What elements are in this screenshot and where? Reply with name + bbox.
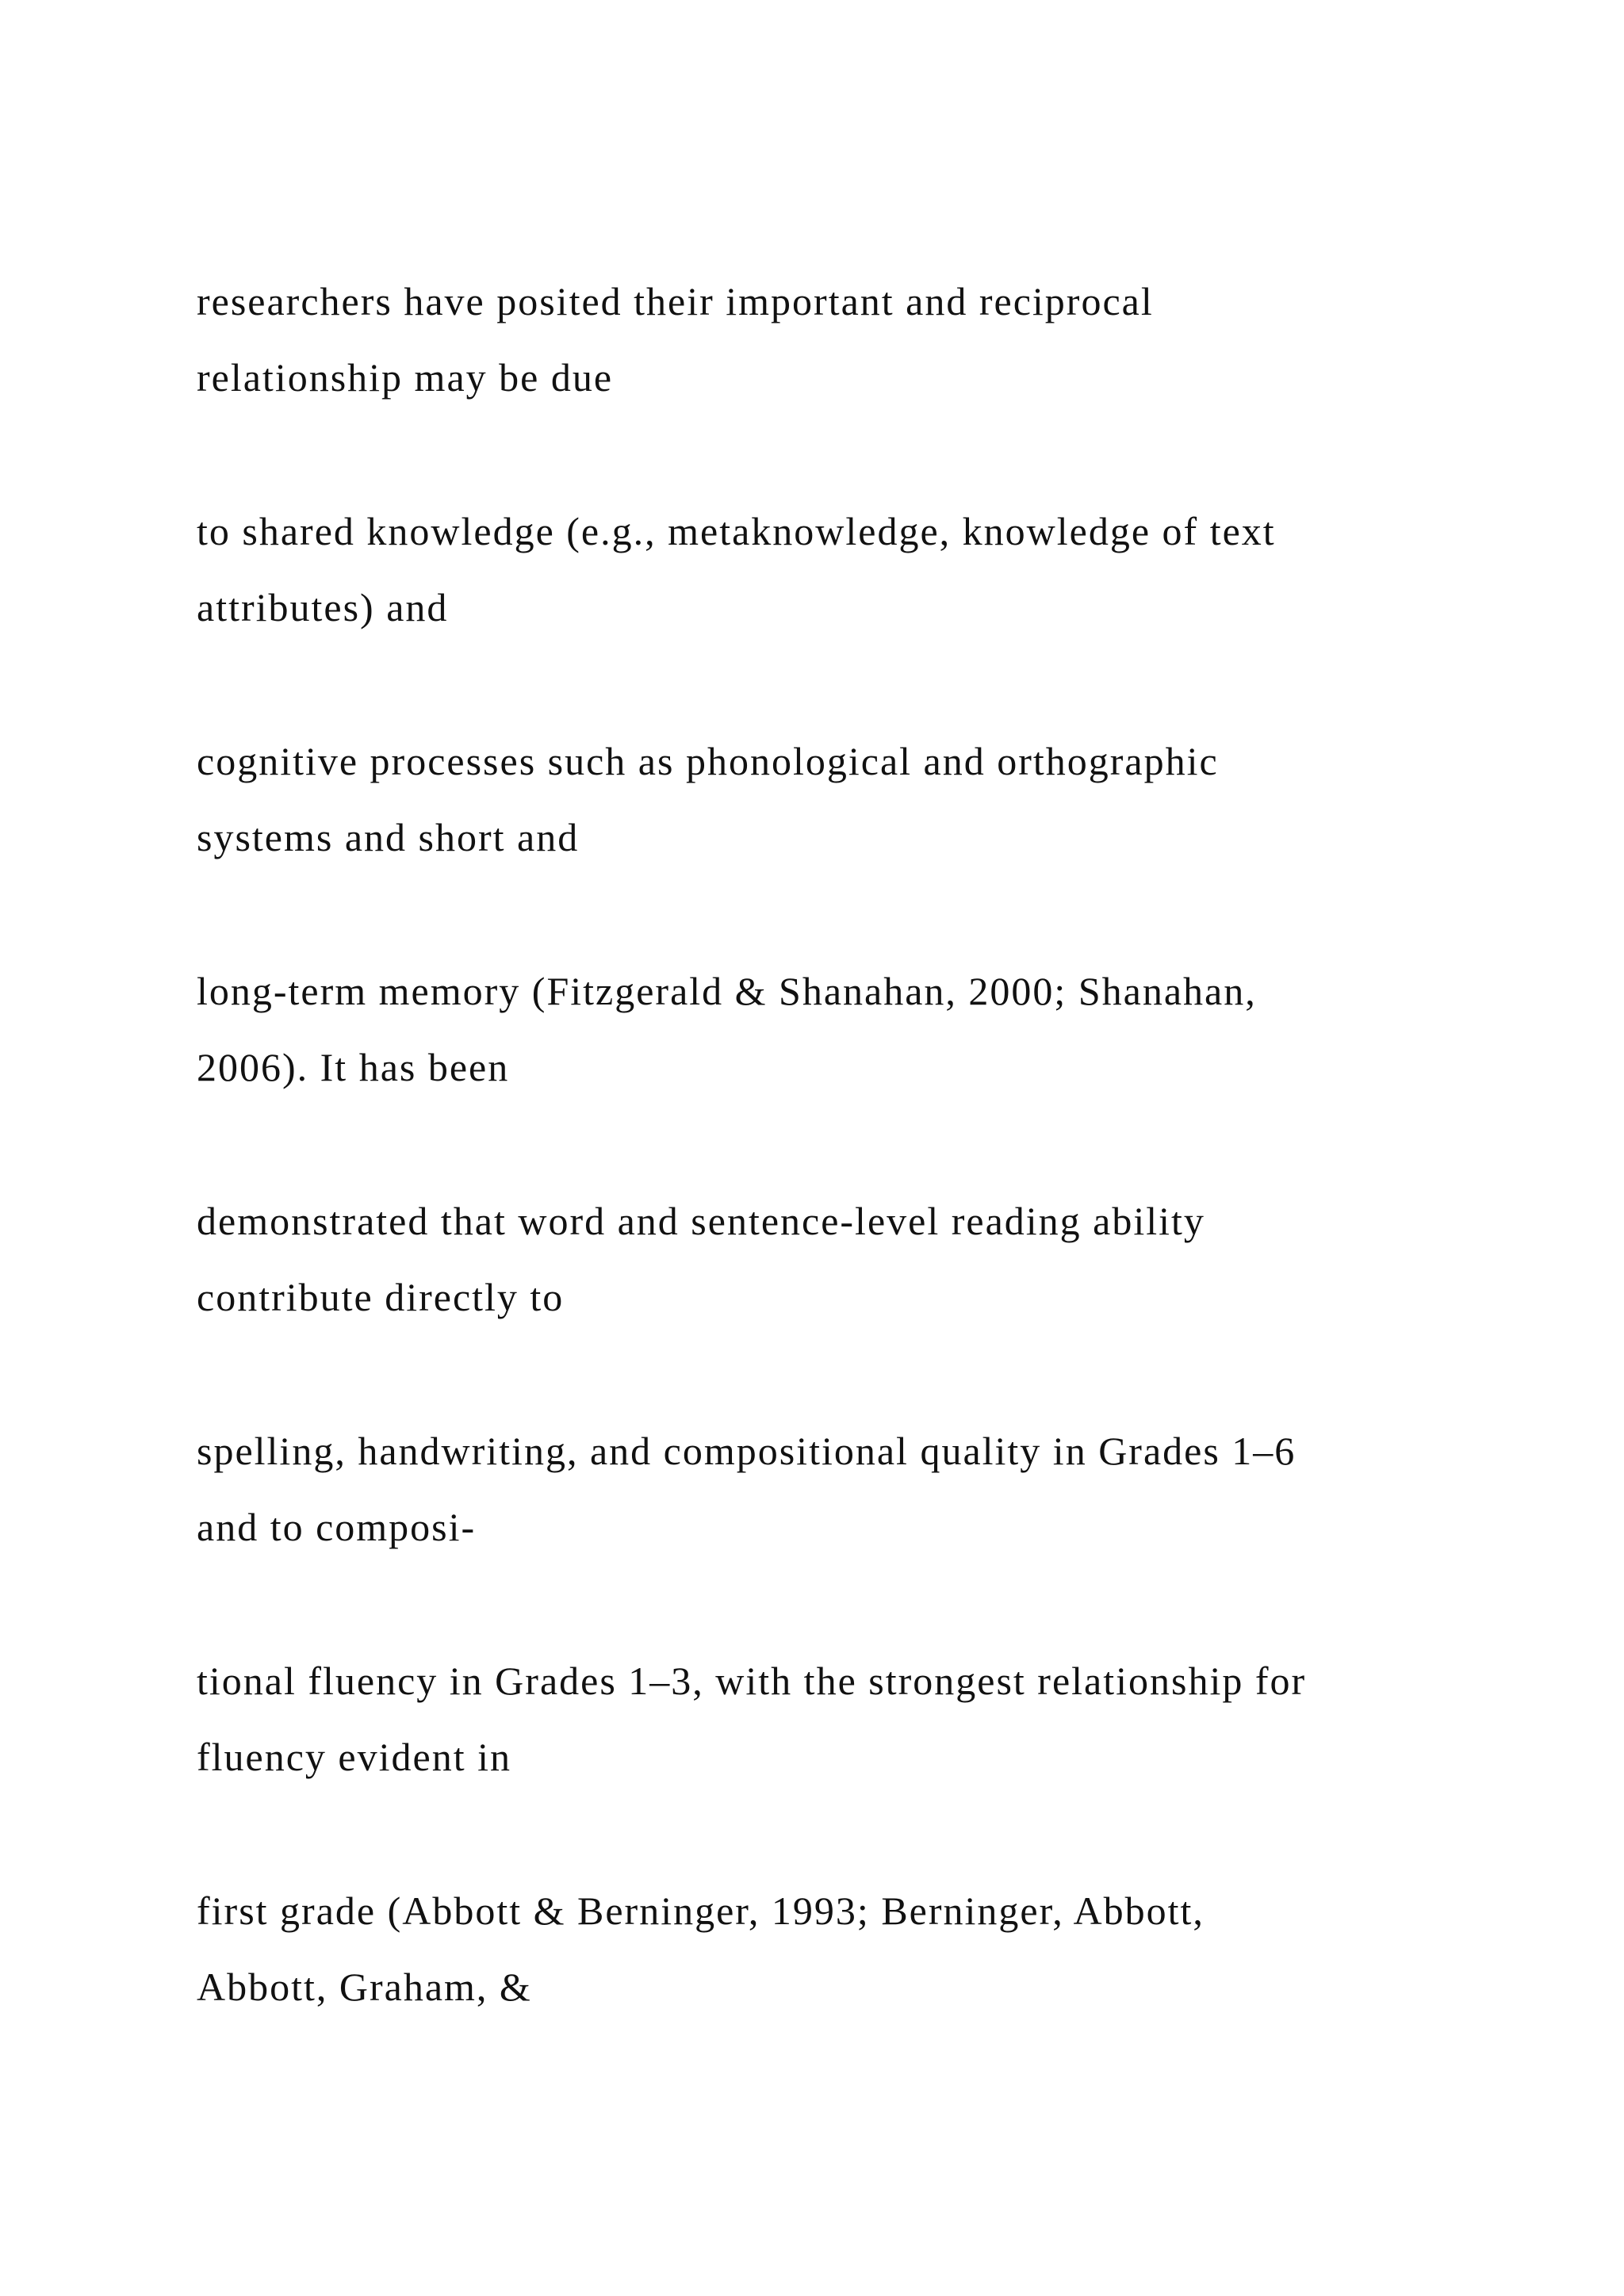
text-line: to shared knowledge (e.g., metaknowledge, knowledge of text xyxy=(197,509,1276,553)
text-line: Abbott, Graham, & xyxy=(197,1965,532,2009)
paragraph xyxy=(197,1413,1545,1565)
text-line: long-term memory (Fitzgerald & Shanahan, 2000; Shanahan, xyxy=(197,969,1257,1013)
paragraph xyxy=(197,723,1545,875)
paragraph xyxy=(197,953,1545,1105)
text-line: 2006). It has been xyxy=(197,1045,510,1089)
paragraph xyxy=(197,1643,1545,1795)
text-line: relationship may be due xyxy=(197,355,614,400)
text-line: and to composi- xyxy=(197,1505,477,1549)
text-line: systems and short and xyxy=(197,815,580,859)
paragraph xyxy=(197,1183,1545,1335)
text-line: contribute directly to xyxy=(197,1275,565,1319)
text-line: attributes) and xyxy=(197,585,449,629)
paragraph xyxy=(197,263,1545,415)
text-line: fluency evident in xyxy=(197,1735,511,1779)
text-line: demonstrated that word and sentence-level reading ability xyxy=(197,1199,1205,1243)
text-line: spelling, handwriting, and compositional quality in Grades 1–6 xyxy=(197,1429,1297,1473)
text-line: tional fluency in Grades 1–3, with the strongest relationship for xyxy=(197,1659,1307,1703)
paragraph xyxy=(197,493,1545,645)
text-line: first grade (Abbott & Berninger, 1993; Berninger, Abbott, xyxy=(197,1888,1205,1933)
paragraph xyxy=(197,1873,1545,2025)
text-line: cognitive processes such as phonological and orthographic xyxy=(197,739,1219,783)
text-line: researchers have posited their important and reciprocal xyxy=(197,279,1154,323)
